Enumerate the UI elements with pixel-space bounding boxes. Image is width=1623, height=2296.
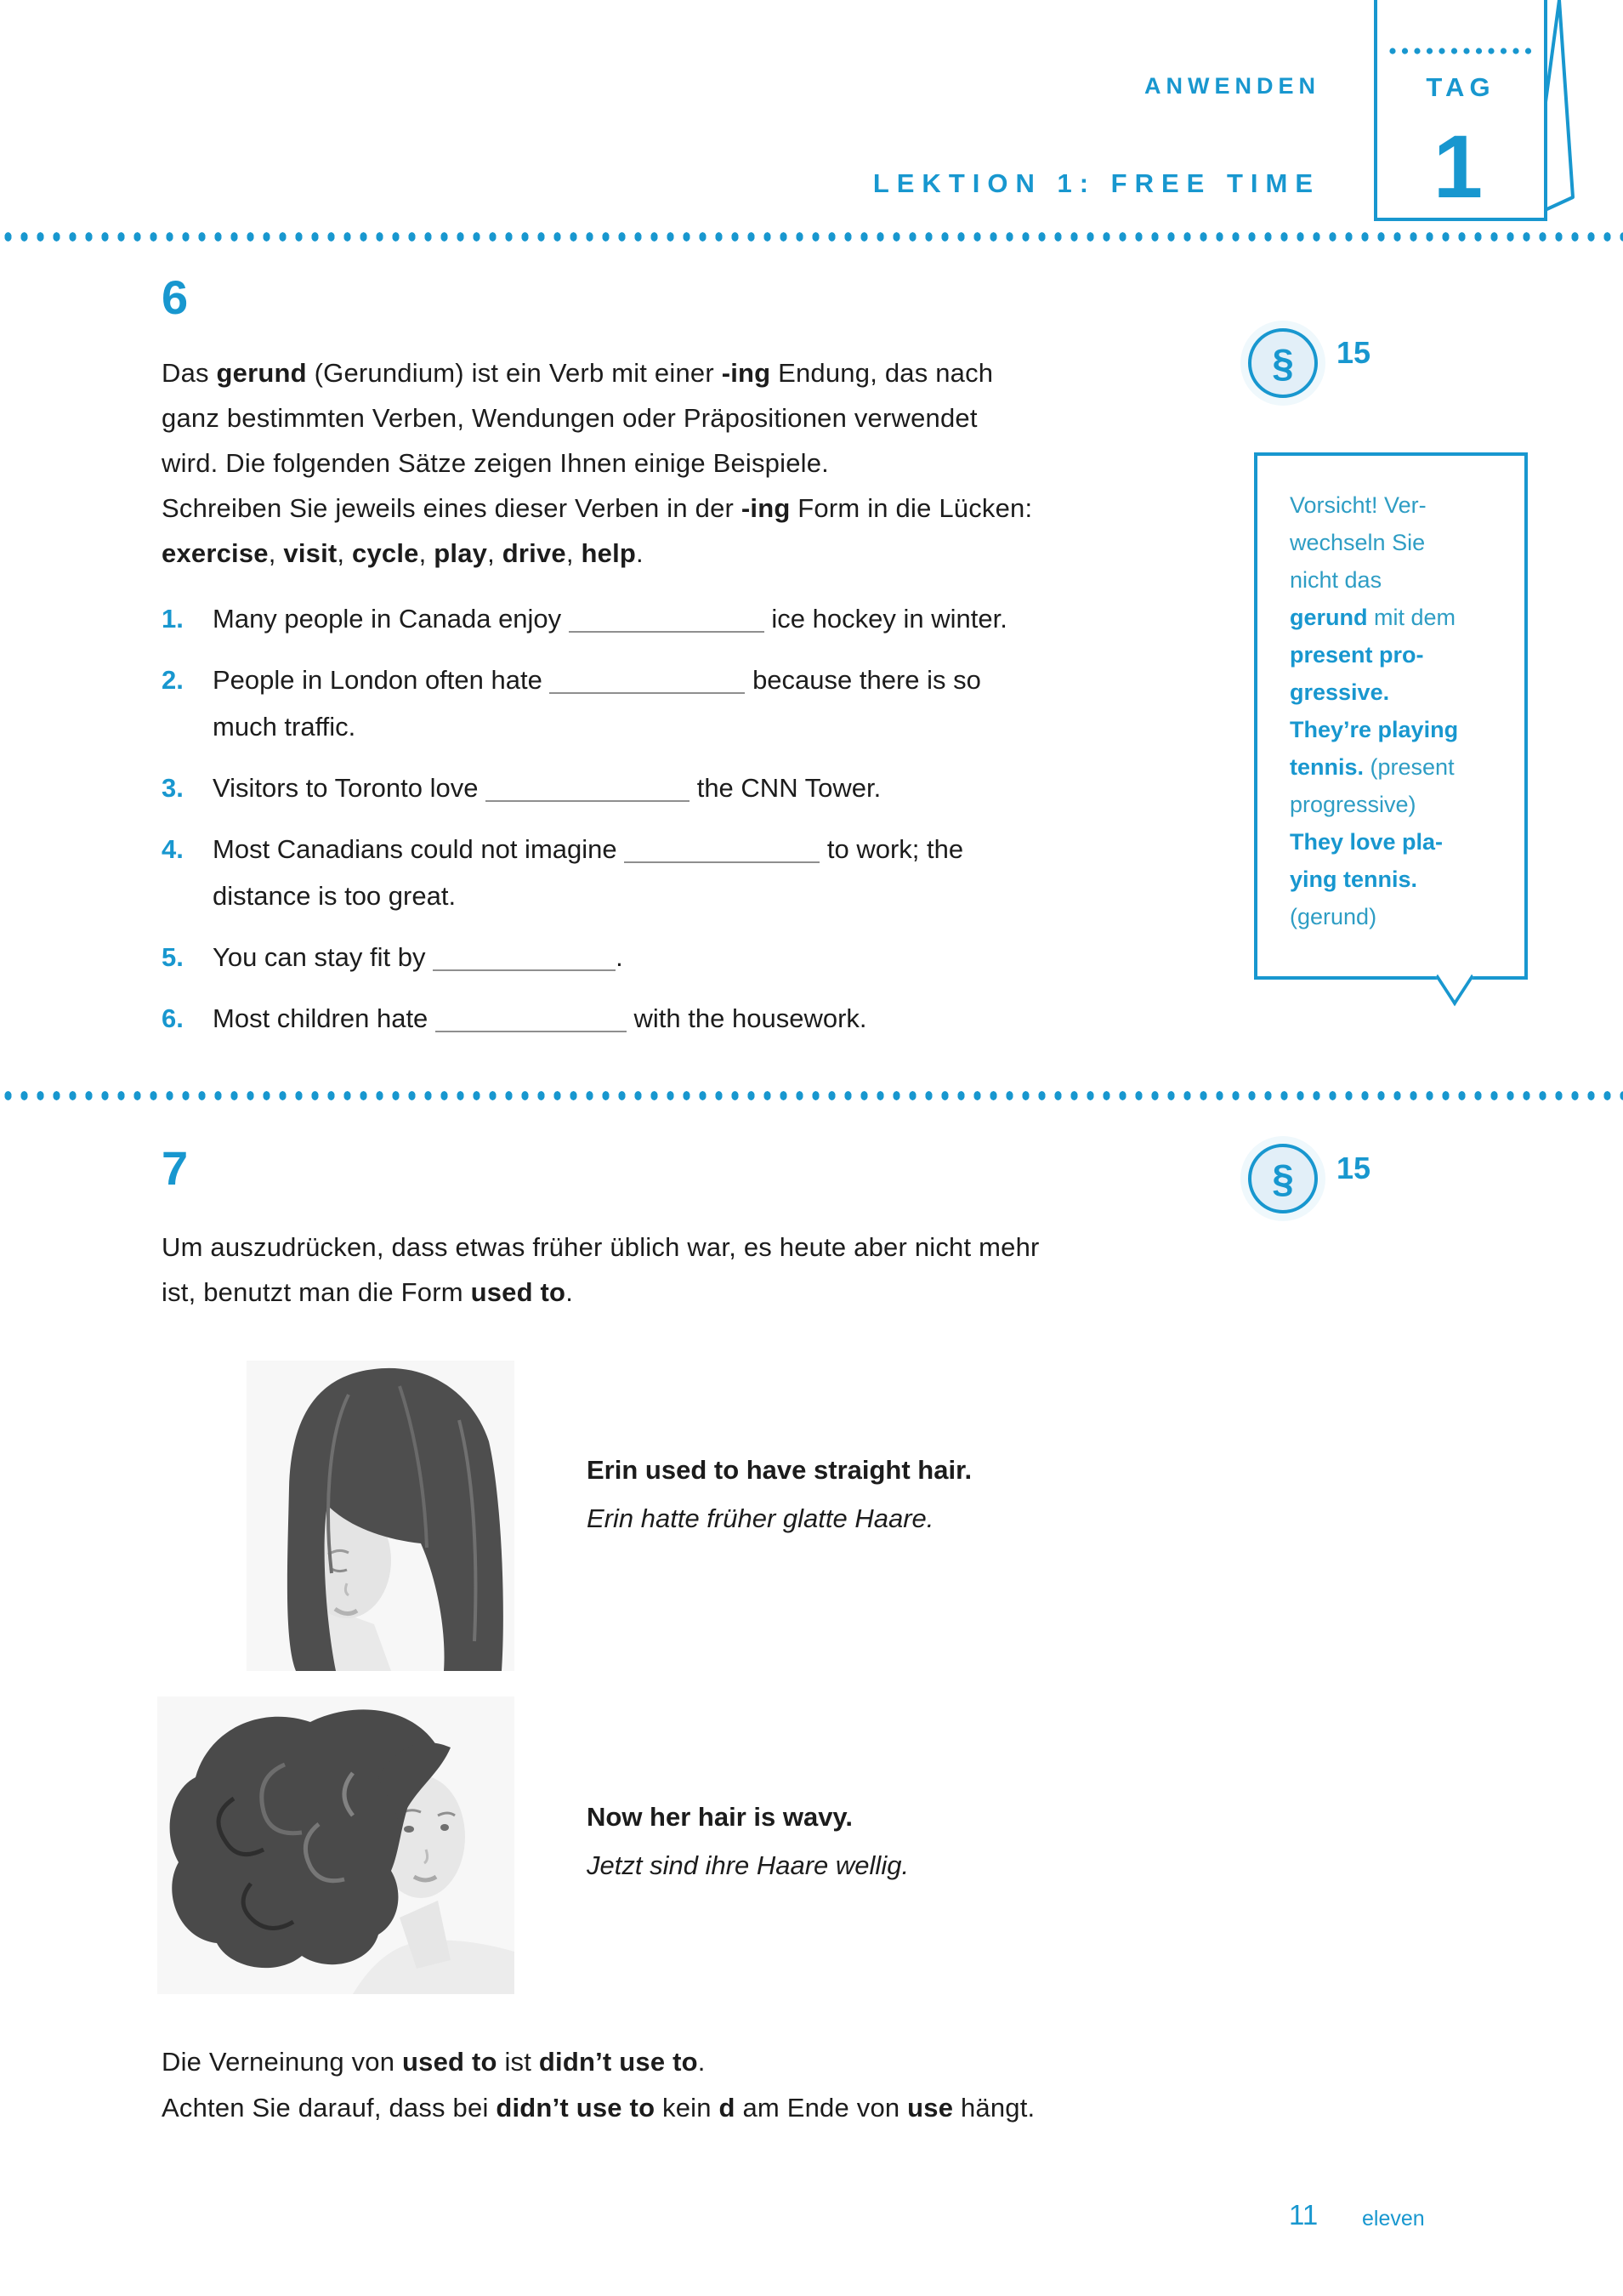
section-7-note: [162, 2039, 1352, 2131]
text-segment: (Gerundium) ist ein Verb mit einer: [306, 358, 722, 388]
exercise-item-2: [162, 656, 1250, 750]
item-text: [213, 934, 1250, 980]
text-segment: Form in die Lücken:: [790, 493, 1033, 523]
speech-bubble-tail: [1436, 948, 1474, 1007]
item-text: [213, 764, 1250, 811]
text-segment: -ing: [741, 493, 791, 523]
page-number-word: eleven: [1362, 2207, 1425, 2231]
text-segment: They’re playing: [1290, 717, 1459, 742]
calendar-label: TAG: [1426, 72, 1495, 102]
caption-english: Now her hair is wavy.: [587, 1802, 853, 1832]
text-segment: Vorsicht! Ver-: [1290, 492, 1427, 518]
item-text: [213, 595, 1250, 642]
text-segment: distance is too great.: [213, 881, 457, 911]
text-segment: Das: [162, 358, 217, 388]
text-segment: ist, benutzt man die Form: [162, 1277, 471, 1307]
text-segment: Um auszudrücken, dass etwas früher üblich war, es heute aber nicht mehr: [162, 1232, 1040, 1262]
answer-blank[interactable]: [624, 850, 820, 863]
text-segment: wird. Die folgenden Sätze zeigen Ihnen einige Beispiele.: [162, 448, 829, 478]
item-number: 6.: [162, 1003, 184, 1033]
text-segment: am Ende von: [735, 2093, 908, 2123]
text-segment: help: [581, 538, 637, 568]
exercise-item-1: [162, 595, 1250, 642]
text-segment: kein: [655, 2093, 719, 2123]
text-segment: d: [718, 2093, 735, 2123]
text-segment: ,: [565, 538, 582, 568]
text-segment: ,: [337, 538, 353, 568]
text-segment: the CNN Tower.: [689, 773, 882, 803]
answer-blank[interactable]: [485, 788, 689, 802]
text-segment: used to: [470, 1277, 566, 1307]
lesson-title: LEKTION 1: FREE TIME: [872, 168, 1320, 198]
paragraph-ref-number: 15: [1336, 1151, 1371, 1185]
page-number: 11: [1289, 2199, 1319, 2231]
item-number: 2.: [162, 665, 184, 695]
answer-blank[interactable]: [433, 958, 616, 971]
example-1-caption: [587, 1446, 972, 1543]
grammar-tip-callout: [1254, 452, 1528, 980]
paragraph-ref-section6: [1248, 328, 1370, 398]
text-segment: wechseln Sie: [1290, 530, 1426, 555]
text-segment: because there is so: [745, 665, 981, 695]
text-segment: Most children hate: [213, 1003, 435, 1033]
text-segment: You can stay fit by: [213, 942, 434, 972]
text-segment: .: [565, 1277, 574, 1307]
exercise-list: [162, 595, 1250, 1056]
exercise-item-3: [162, 764, 1250, 811]
text-segment: didn’t use to: [496, 2093, 655, 2123]
text-segment: (gerund): [1290, 904, 1377, 929]
text-segment: drive: [502, 538, 566, 568]
text-segment: play: [434, 538, 488, 568]
text-segment: mit dem: [1367, 605, 1456, 630]
text-segment: Many people in Canada enjoy: [213, 604, 569, 634]
text-segment: nicht das: [1290, 567, 1382, 593]
paragraph-icon: §: [1248, 1144, 1318, 1213]
answer-blank[interactable]: [549, 680, 745, 694]
dotted-separator-top: [0, 231, 1623, 242]
item-number: 1.: [162, 604, 184, 634]
exercise-item-5: [162, 934, 1250, 980]
exercise-item-4: [162, 826, 1250, 919]
text-segment: .: [697, 2047, 706, 2077]
text-segment: They love pla-: [1290, 829, 1444, 855]
section-6-intro: [162, 350, 1250, 576]
text-segment: -ing: [721, 358, 771, 388]
text-segment: gerund: [1290, 605, 1368, 630]
text-segment: Schreiben Sie jeweils eines dieser Verben in der: [162, 493, 741, 523]
text-segment: with the housework.: [626, 1003, 867, 1033]
text-segment: (present: [1364, 754, 1455, 780]
text-segment: ,: [418, 538, 434, 568]
text-segment: Visitors to Toronto love: [213, 773, 486, 803]
woman-with-wavy-hair-photo: [157, 1696, 514, 1994]
caption-english: Erin used to have straight hair.: [587, 1455, 973, 1485]
text-segment: present pro-: [1290, 642, 1424, 668]
grammar-tip-text: [1257, 456, 1524, 935]
dotted-separator-middle: [0, 1090, 1623, 1101]
text-segment: ist: [497, 2047, 539, 2077]
section-6-number: 6: [162, 270, 189, 324]
item-text: [213, 995, 1250, 1042]
text-segment: gerund: [216, 358, 307, 388]
answer-blank[interactable]: [569, 619, 764, 633]
text-segment: cycle: [352, 538, 419, 568]
text-segment: progressive): [1290, 792, 1416, 817]
paragraph-ref-section7: [1248, 1144, 1370, 1213]
paragraph-ref-number: 15: [1336, 335, 1371, 370]
text-segment: People in London often hate: [213, 665, 550, 695]
example-2-caption: [587, 1793, 909, 1890]
woman-with-straight-hair-photo: [247, 1361, 514, 1671]
header-section-label: ANWENDEN: [1144, 73, 1320, 99]
section-7-intro: [162, 1225, 1267, 1315]
exercise-item-6: [162, 995, 1250, 1042]
text-segment: ,: [268, 538, 284, 568]
text-segment: ,: [487, 538, 502, 568]
text-segment: Most Canadians could not imagine: [213, 834, 625, 864]
text-segment: Die Verneinung von: [162, 2047, 402, 2077]
text-segment: tennis.: [1290, 754, 1365, 780]
answer-blank[interactable]: [435, 1019, 627, 1032]
text-segment: .: [636, 538, 644, 568]
item-number: 5.: [162, 942, 184, 972]
text-segment: .: [616, 942, 623, 972]
calendar-day-number: 1: [1433, 117, 1484, 217]
text-segment: visit: [283, 538, 338, 568]
caption-german: Jetzt sind ihre Haare wellig.: [587, 1850, 910, 1880]
item-text: [213, 656, 1250, 750]
item-number: 4.: [162, 834, 184, 864]
paragraph-icon: §: [1248, 328, 1318, 398]
text-segment: much traffic.: [213, 712, 356, 742]
text-segment: hängt.: [953, 2093, 1036, 2123]
text-segment: ice hockey in winter.: [763, 604, 1007, 634]
text-segment: exercise: [162, 538, 269, 568]
section-7-number: 7: [162, 1141, 189, 1195]
text-segment: used to: [402, 2047, 497, 2077]
item-text: [213, 826, 1250, 919]
tag-1-calendar-icon: [1362, 0, 1576, 223]
text-segment: ganz bestimmten Verben, Wendungen oder Präpositionen verwendet: [162, 403, 978, 433]
text-segment: use: [907, 2093, 954, 2123]
text-segment: gressive.: [1290, 679, 1390, 705]
text-segment: Endung, das nach: [770, 358, 994, 388]
item-number: 3.: [162, 773, 184, 803]
caption-german: Erin hatte früher glatte Haare.: [587, 1503, 934, 1533]
text-segment: Achten Sie darauf, dass bei: [162, 2093, 497, 2123]
text-segment: ying tennis.: [1290, 867, 1418, 892]
text-segment: didn’t use to: [538, 2047, 698, 2077]
text-segment: to work; the: [820, 834, 964, 864]
